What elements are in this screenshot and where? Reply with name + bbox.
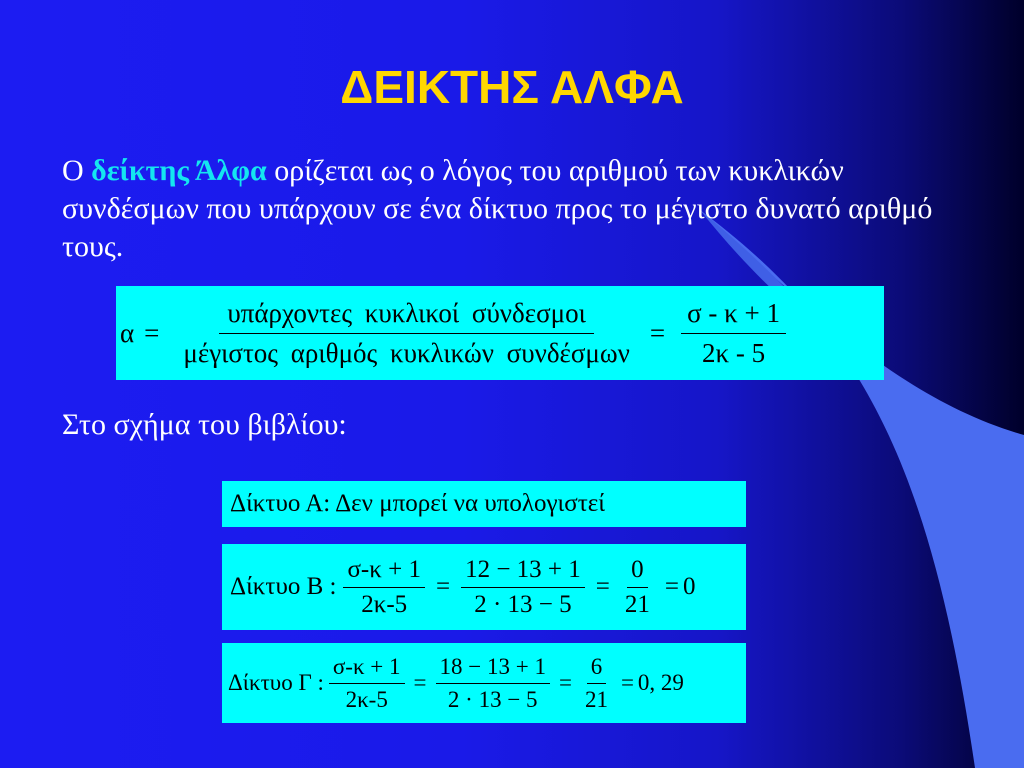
symbol-denominator: 2κ - 5 [702,337,766,368]
word-fraction [175,298,638,369]
fraction-numerator: 0 [627,556,648,588]
word-denominator: μέγιστος αριθμός κυκλικών συνδέσμων [183,337,630,368]
network-g-label: Δίκτυο Γ : [228,670,324,695]
fraction-numerator: 18 − 13 + 1 [436,654,550,684]
network-b-label: Δίκτυο Β : [230,573,337,600]
fraction-numerator: σ-κ + 1 [343,556,425,588]
equals-sign: = [413,670,427,695]
network-g-fraction-general [329,654,405,713]
symbol-numerator: σ - κ + 1 [681,298,786,334]
fraction-denominator: 2 · 13 − 5 [447,686,538,712]
equals-sign: = [595,573,610,600]
network-b-result: 0 [682,573,696,600]
alpha-formula-box [116,286,884,380]
book-figure-label: Στο σχήμα του βιβλίου: [62,408,347,441]
equals-sign: = [620,670,634,695]
definition-term: δείκτης Άλφα [91,154,267,187]
network-a-box [222,481,746,527]
fraction-numerator: 6 [587,654,607,684]
fraction-denominator: 2κ-5 [345,686,388,712]
network-g-fraction-simplified [581,654,612,713]
definition-text: ορίζεται ως ο λόγος του αριθμού των κυκλικών συνδέσμων που υπάρχουν σε ένα δίκτυο προς το μέγιστο δυνατό αριθμό τους. [62,154,933,263]
equals-sign: = [558,670,572,695]
network-b-fraction-general [343,556,425,619]
network-g-box [222,643,746,723]
equals-sign: = [649,317,666,348]
alpha-symbol: α [120,317,135,348]
fraction-numerator: σ-κ + 1 [329,654,405,684]
fraction-denominator: 21 [584,686,608,712]
fraction-numerator: 12 − 13 + 1 [461,556,585,588]
fraction-denominator: 2 · 13 − 5 [474,590,572,618]
equals-sign: = [144,317,160,348]
equals-sign: = [435,573,451,600]
network-a-text: Δίκτυο Α: Δεν μπορεί να υπολογιστεί [230,490,605,517]
network-b-fraction-simplified [621,556,654,619]
network-b-fraction-values [461,556,585,619]
fraction-denominator: 2κ-5 [361,590,408,618]
definition-lead: Ο [62,154,84,187]
network-g-fraction-values [436,654,550,713]
network-g-result: 0, 29 [637,670,684,695]
word-numerator: υπάρχοντες κυκλικοί σύνδεσμοι [219,298,593,334]
fraction-denominator: 21 [624,590,650,618]
equals-sign: = [664,573,679,600]
symbol-fraction [681,298,786,369]
slide-title: ΔΕΙΚΤΗΣ ΑΛΦΑ [340,61,684,113]
definition-paragraph [62,152,972,266]
network-b-box [222,544,746,630]
